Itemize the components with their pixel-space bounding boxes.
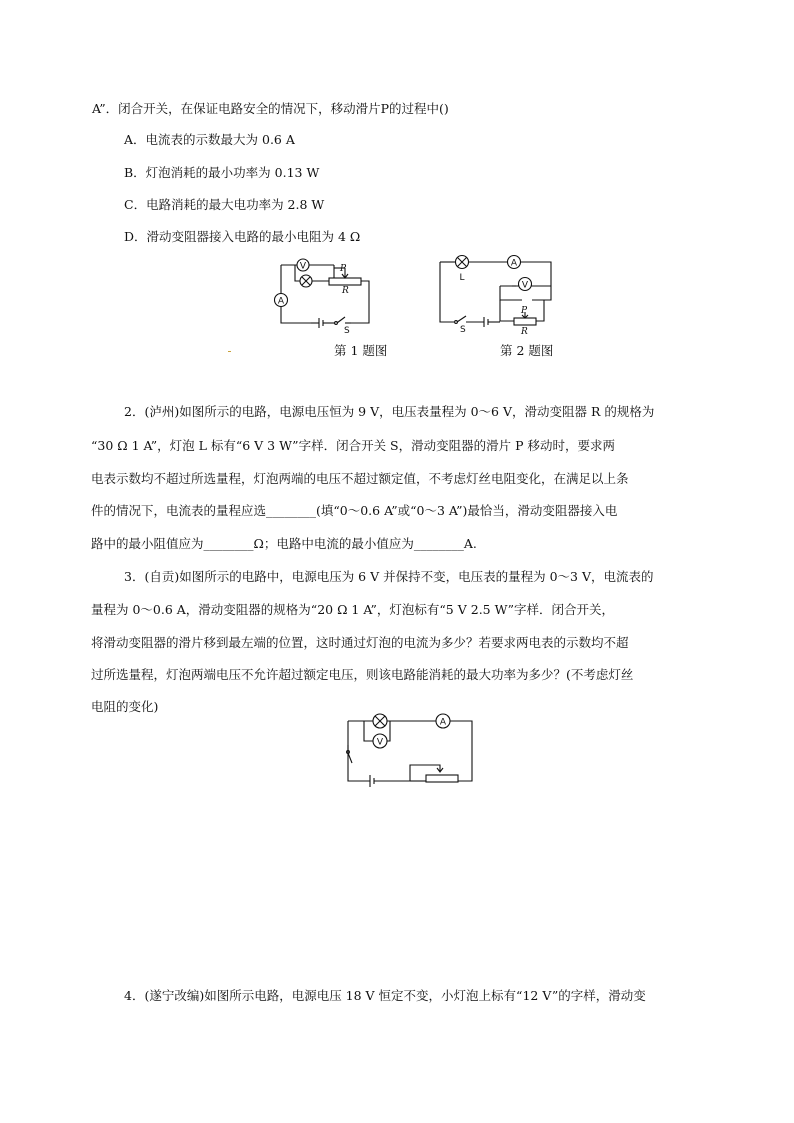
fig2-r-label: R bbox=[521, 327, 528, 337]
fig3-rheostat bbox=[426, 775, 458, 782]
q2-line-1: 2．(泸州)如图所示的电路，电源电压恒为 9 V，电压表量程为 0～6 V，滑动变阻器 R 的规格为 bbox=[124, 404, 655, 419]
q2-line-3: 电表示数均不超过所选量程，灯泡两端的电压不超过额定值，不考虑灯丝电阻变化，在满足以上条 bbox=[91, 471, 629, 486]
q3-line-5: 电阻的变化) bbox=[91, 699, 159, 714]
fig2-ammeter-label: A bbox=[510, 258, 518, 269]
fig2-rheostat bbox=[514, 318, 536, 325]
fig1-p-label: P bbox=[340, 264, 347, 274]
fig3-voltmeter-label: V bbox=[376, 737, 384, 748]
q4-line-1: 4．(遂宁改编)如图所示电路，电源电压 18 V 恒定不变，小灯泡上标有“12 V”的字样，滑动变 bbox=[124, 988, 646, 1003]
fig1-ammeter-label: A bbox=[277, 296, 285, 307]
fig1-voltmeter-label: V bbox=[299, 261, 307, 272]
fig2-caption: 第 2 题图 bbox=[500, 343, 554, 358]
q1-stem-tail: A”．闭合开关，在保证电路安全的情况下，移动滑片P的过程中() bbox=[92, 101, 449, 116]
q2-line-5: 路中的最小阻值应为________Ω；电路中电流的最小值应为________A. bbox=[91, 536, 477, 551]
q1-option-b: B．灯泡消耗的最小功率为 0.13 W bbox=[124, 165, 320, 180]
fig2-p-label: P bbox=[521, 306, 528, 316]
q3-line-2: 量程为 0～0.6 A，滑动变阻器的规格为“20 Ω 1 A”，灯泡标有“5 V 2.5 W”字样．闭合开关， bbox=[91, 602, 615, 617]
q3-line-3: 将滑动变阻器的滑片移到最左端的位置，这时通过灯泡的电流为多少？若要求两电表的示数均不超 bbox=[91, 635, 629, 650]
stray-mark bbox=[228, 351, 231, 352]
q1-option-d: D．滑动变阻器接入电路的最小电阻为 4 Ω bbox=[124, 229, 361, 244]
fig2-circuit-diagram bbox=[436, 252, 556, 337]
fig1-circuit-diagram bbox=[265, 248, 375, 336]
q3-line-4: 过所选量程，灯泡两端电压不允许超过额定电压，则该电路能消耗的最大功率为多少？(不考虑灯丝 bbox=[91, 667, 634, 682]
fig1-caption: 第 1 题图 bbox=[334, 343, 388, 358]
fig2-voltmeter-label: V bbox=[521, 280, 529, 291]
q1-option-c: C．电路消耗的最大电功率为 2.8 W bbox=[124, 197, 325, 212]
fig1-rheostat bbox=[329, 278, 361, 285]
fig3-circuit-diagram bbox=[340, 709, 480, 787]
q1-option-a: A．电流表的示数最大为 0.6 A bbox=[124, 132, 295, 147]
fig2-s-label: S bbox=[460, 325, 466, 335]
fig1-r-label: R bbox=[342, 286, 349, 296]
q2-line-4: 件的情况下，电流表的量程应选________(填“0～0.6 A”或“0～3 A”)最恰当，滑动变阻器接入电 bbox=[91, 503, 618, 518]
q2-line-2: “30 Ω 1 A”，灯泡 L 标有“6 V 3 W”字样．闭合开关 S，滑动变阻器的滑片 P 移动时，要求两 bbox=[91, 438, 615, 453]
fig3-ammeter-label: A bbox=[439, 717, 447, 728]
fig2-l-label: L bbox=[459, 273, 465, 283]
q3-line-1: 3．(自贡)如图所示的电路中，电源电压为 6 V 并保持不变，电压表的量程为 0～3 V，电流表的 bbox=[124, 569, 654, 584]
fig1-s-label: S bbox=[344, 326, 350, 336]
